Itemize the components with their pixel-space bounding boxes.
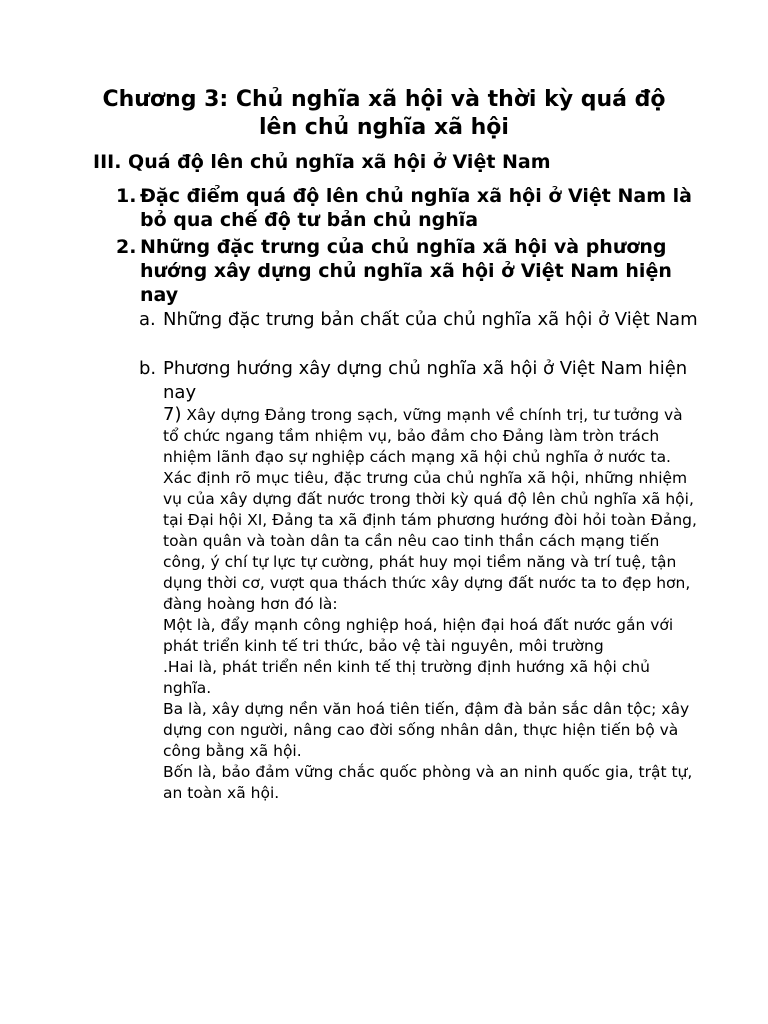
list-marker: b. — [139, 358, 157, 379]
body-paragraph: Một là, đẩy mạnh công nghiệp hoá, hiện đại hoá đất nước gắn với phát triển kinh tế tri thức, bảo vệ tài nguyên, môi trường — [163, 616, 674, 655]
point-number: 7) — [163, 404, 182, 425]
body-paragraph: Bốn là, bảo đảm vững chắc quốc phòng và an ninh quốc gia, trật tự, an toàn xã hội. — [163, 763, 693, 802]
numbered-item-2 — [116, 235, 696, 307]
list-marker: a. — [139, 309, 156, 330]
numbered-item-1 — [116, 184, 696, 232]
list-item-text: Đặc điểm quá độ lên chủ nghĩa xã hội ở Việt Nam là bỏ qua chế độ tư bản chủ nghĩa — [140, 185, 692, 231]
list-marker: 2. — [116, 236, 137, 258]
lead-paragraph-text: Xây dựng Đảng trong sạch, vững mạnh về chính trị, tư tưởng và tổ chức ngang tầm nhiệm vụ, bảo đảm cho Đảng làm tròn trách nhiệm lãnh đạo sự nghiệp cách mạng xã hội chủ nghĩa ở nước ta. Xác định rõ mục tiêu, đặc trưng của chủ nghĩa xã hội, những nhiệm vụ của xây dựng đất nước trong thời kỳ quá độ lên chủ nghĩa xã hội, tại Đại hội XI, Đảng ta xã định tám phương hướng đòi hỏi toàn Đảng, toàn quân và toàn dân ta cần nêu cao tinh thần cách mạng tiến công, ý chí tự lực tự cường, phát huy mọi tiềm năng và trí tuệ, tận dụng thời cơ, vượt qua thách thức xây dựng đất nước ta to đẹp hơn, đàng hoàng hơn đó là: — [163, 406, 697, 613]
section-heading: III. Quá độ lên chủ nghĩa xã hội ở Việt Nam — [93, 151, 551, 173]
list-item-text: Những đặc trưng của chủ nghĩa xã hội và phương hướng xây dựng chủ nghĩa xã hội ở Việt Nam hiện nay — [140, 236, 672, 306]
body-lead-paragraph — [163, 404, 703, 615]
list-item-text: Phương hướng xây dựng chủ nghĩa xã hội ở Việt Nam hiện nay — [163, 358, 688, 403]
body-paragraph: .Hai là, phát triển nền kinh tế thị trường định hướng xã hội chủ nghĩa. — [163, 658, 650, 697]
body-text — [163, 404, 703, 804]
page-title: Chương 3: Chủ nghĩa xã hội và thời kỳ quá độ lên chủ nghĩa xã hội — [102, 87, 666, 140]
list-marker: 1. — [116, 185, 137, 207]
list-item-text: Những đặc trưng bản chất của chủ nghĩa xã hội ở Việt Nam — [163, 309, 698, 330]
sub-item-b — [139, 357, 699, 405]
body-paragraph: Ba là, xây dựng nền văn hoá tiên tiến, đậm đà bản sắc dân tộc; xây dựng con người, nâng cao đời sống nhân dân, thực hiện tiến bộ và công bằng xã hội. — [163, 700, 690, 760]
sub-item-a — [139, 308, 699, 332]
